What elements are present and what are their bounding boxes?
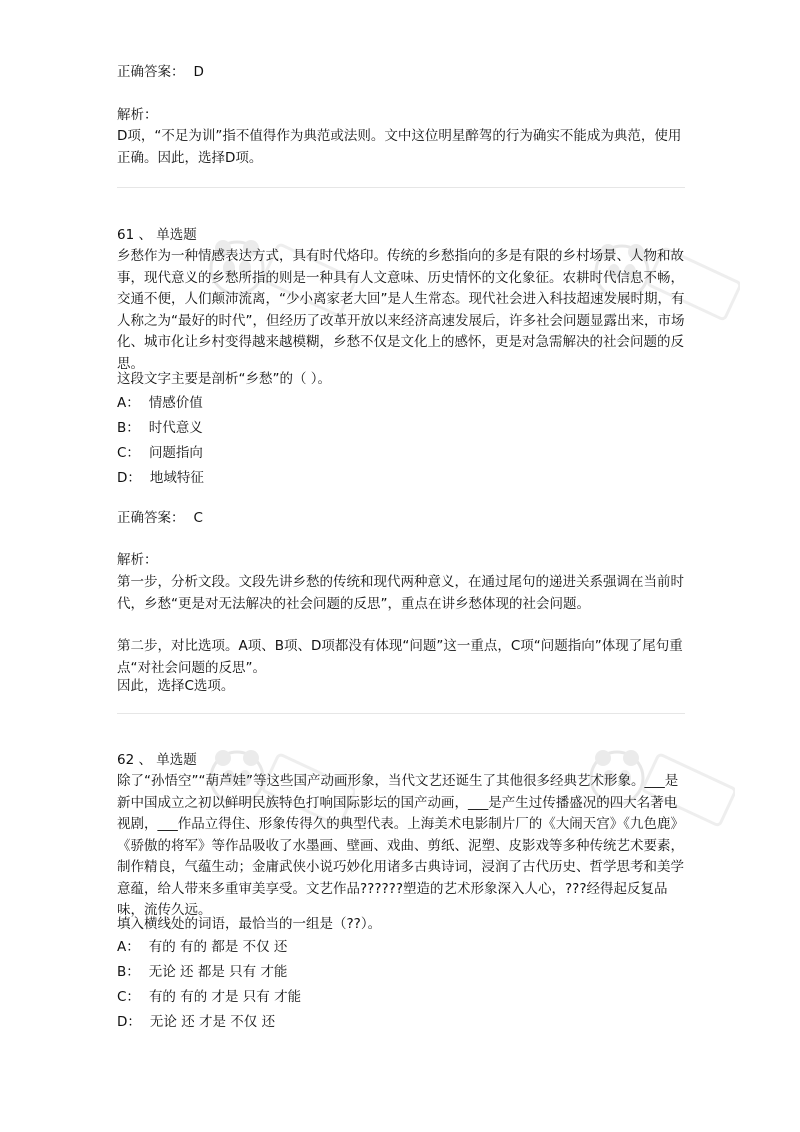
answer-label: 正确答案： <box>117 510 185 526</box>
divider <box>117 187 685 188</box>
analysis-step2: 第二步，对比选项。A项、B项、D项都没有体现“问题”这一重点，C项“问题指向”体现了尾句重点“对社会问题的反思”。 <box>117 638 683 676</box>
question-header: 61 、 单选题 <box>117 227 197 243</box>
analysis-text: D项，“不足为训”指不值得作为典范或法则。文中这位明星醉驾的行为确实不能成为典范，使用正确。因此，选择D项。 <box>117 128 682 166</box>
question-header: 62 、 单选题 <box>117 752 197 768</box>
option-b[interactable]: B： 时代意义 <box>117 420 203 436</box>
option-c[interactable]: C： 有的 有的 才是 只有 才能 <box>117 989 302 1005</box>
question-prompt: 填入横线处的词语，最恰当的一组是（??）。 <box>117 916 382 932</box>
option-d[interactable]: D： 地域特征 <box>117 470 204 486</box>
option-a[interactable]: A： 有的 有的 都是 不仅 还 <box>117 939 288 955</box>
divider <box>117 713 685 714</box>
option-d[interactable]: D： 无论 还 才是 不仅 还 <box>117 1014 276 1030</box>
question-prompt: 这段文字主要是剖析“乡愁”的（ ）。 <box>117 371 332 387</box>
answer-value: D <box>193 64 204 80</box>
option-a[interactable]: A： 情感价值 <box>117 395 203 411</box>
analysis-label: 解析： <box>117 552 158 568</box>
analysis-step1: 第一步，分析文段。文段先讲乡愁的传统和现代两种意义，在通过尾句的递进关系强调在当前时代，乡愁“更是对无法解决的社会问题的反思”，重点在讲乡愁体现的社会问题。 <box>117 574 684 612</box>
answer-value: C <box>193 510 203 526</box>
question-stem: 乡愁作为一种情感表达方式，具有时代烙印。传统的乡愁指向的多是有限的乡村场景、人物和故事，现代意义的乡愁所指的则是一种具有人文意味、历史情怀的文化象征。农耕时代信息不畅，交通不便，人们颠沛流离，“少小离家老大回”是人生常态。现代社会进入科技超速发展时期，有人称之为“最好的时代”，但经历了改革开放以来经济高速发展后，许多社会问题显露出来，市场化、城市化让乡村变得越来越模糊，乡愁不仅是文化上的感怀，更是对急需解决的社会问题的反思。 <box>117 248 685 372</box>
answer-line <box>117 508 203 528</box>
answer-label: 正确答案： <box>117 64 185 80</box>
analysis-label: 解析： <box>117 107 158 123</box>
answer-line <box>117 62 204 82</box>
analysis-conclusion: 因此，选择C选项。 <box>117 678 235 694</box>
question-stem: 除了“孙悟空”“葫芦娃”等这些国产动画形象，当代文艺还诞生了其他很多经典艺术形象。___是新中国成立之初以鲜明民族特色打响国际影坛的国产动画，___是产生过传播盛况的四大名著电视剧，___作品立得住、形象传得久的典型代表。上海美术电影制片厂的《大闹天宫》《九色鹿》《骄傲的将军》等作品吸收了水墨画、壁画、戏曲、剪纸、泥塑、皮影戏等多种传统艺术要素，制作精良，气蕴生动；金庸武侠小说巧妙化用诸多古典诗词，浸润了古代历史、哲学思考和美学意蕴，给人带来多重审美享受。文艺作品??????塑造的艺术形象深入人心，???经得起反复品味，流传久远。 <box>117 773 684 918</box>
option-c[interactable]: C： 问题指向 <box>117 445 203 461</box>
option-b[interactable]: B： 无论 还 都是 只有 才能 <box>117 964 288 980</box>
